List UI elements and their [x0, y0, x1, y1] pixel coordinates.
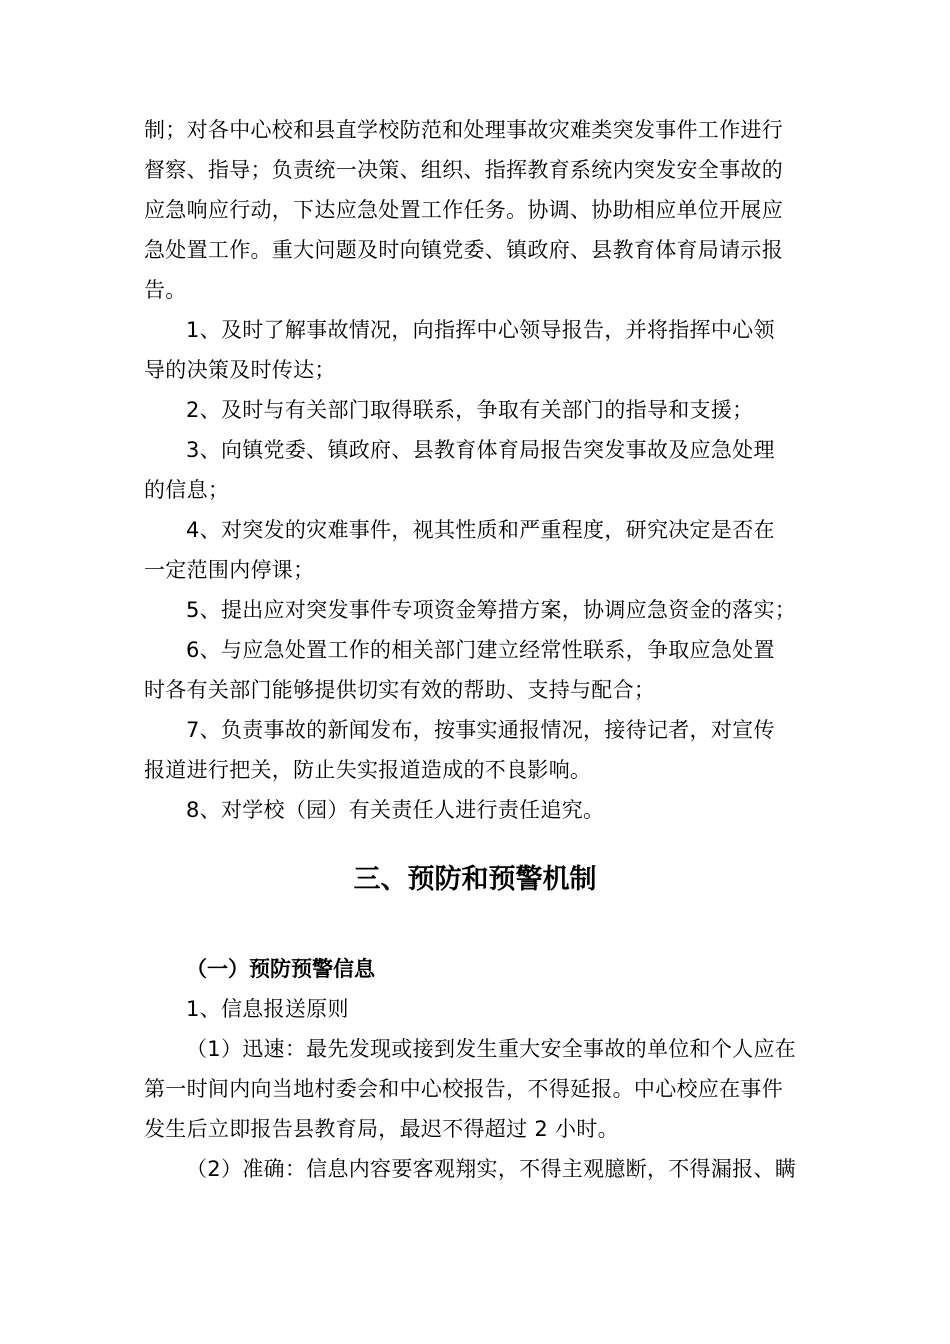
list-item-8: 8、对学校（园）有关责任人进行责任追究。: [186, 798, 605, 822]
paragraph-line: 急处置工作。重大问题及时向镇党委、镇政府、县教育体育局请示报: [144, 238, 783, 262]
section-title: 三、预防和预警机制: [353, 864, 597, 895]
list-item-7: 7、负责事故的新闻发布，按事实通报情况，接待记者，对宣传: [186, 718, 775, 742]
list-item-3: 3、向镇党委、镇政府、县教育体育局报告突发事故及应急处理: [186, 438, 775, 462]
subsection-line: 第一时间内向当地村委会和中心校报告，不得延报。中心校应在事件: [144, 1077, 783, 1101]
paragraph-line: 督察、指导；负责统一决策、组织、指挥教育系统内突发安全事故的: [144, 158, 783, 182]
list-item-1-cont: 导的决策及时传达；: [144, 358, 336, 382]
subsection-line: 1、信息报送原则: [186, 997, 349, 1021]
list-item-4-cont: 一定范围内停课；: [144, 558, 315, 582]
list-item-6-cont: 时各有关部门能够提供切实有效的帮助、支持与配合；: [144, 678, 656, 702]
paragraph-line: 告。: [144, 278, 187, 302]
paragraph-line: 应急响应行动，下达应急处置工作任务。协调、协助相应单位开展应: [144, 198, 783, 222]
subsection-line: （2）准确：信息内容要客观翔实，不得主观臆断，不得漏报、瞒: [186, 1157, 797, 1181]
list-item-6: 6、与应急处置工作的相关部门建立经常性联系，争取应急处置: [186, 638, 775, 662]
subsection-heading: （一）预防预警信息: [186, 957, 375, 981]
paragraph-line: 制；对各中心校和县直学校防范和处理事故灾难类突发事件工作进行: [144, 118, 783, 142]
list-item-7-cont: 报道进行把关，防止失实报道造成的不良影响。: [144, 758, 592, 782]
subsection-line: （1）迅速：最先发现或接到发生重大安全事故的单位和个人应在: [186, 1037, 797, 1061]
list-item-5: 5、提出应对突发事件专项资金筹措方案，协调应急资金的落实；: [186, 598, 797, 622]
list-item-2: 2、及时与有关部门取得联系，争取有关部门的指导和支援；: [186, 398, 754, 422]
list-item-3-cont: 的信息；: [144, 478, 230, 502]
list-item-1: 1、及时了解事故情况，向指挥中心领导报告，并将指挥中心领: [186, 318, 775, 342]
list-item-4: 4、对突发的灾难事件，视其性质和严重程度，研究决定是否在: [186, 518, 775, 542]
subsection-line: 发生后立即报告县教育局，最迟不得超过 2 小时。: [144, 1117, 619, 1141]
